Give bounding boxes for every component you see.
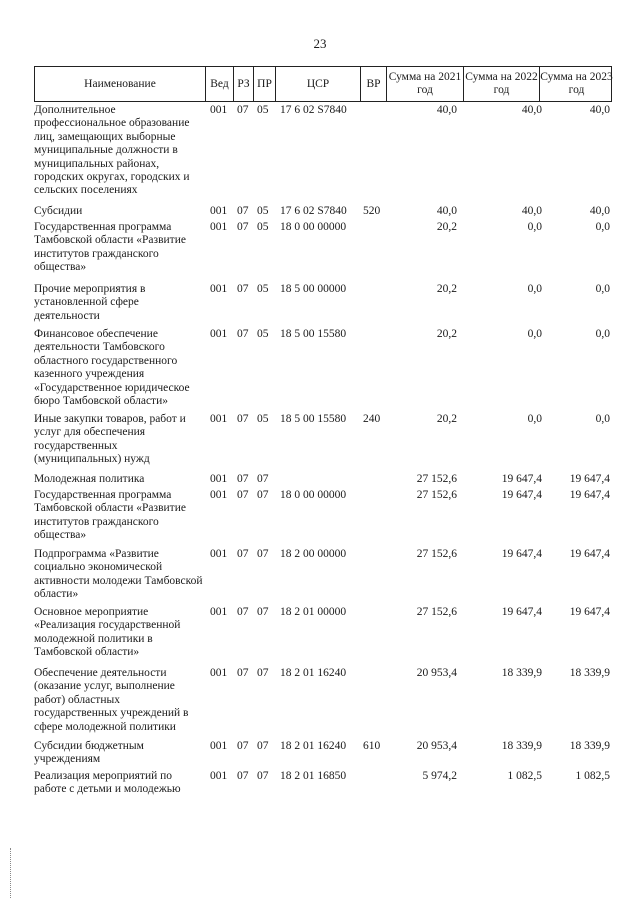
- row-csr: 18 5 00 15580: [280, 413, 347, 425]
- row-rz: 07: [237, 473, 249, 485]
- row-sum-2022: 0,0: [527, 283, 542, 295]
- row-sum-2023: 0,0: [595, 328, 610, 340]
- header-sum-2021: Сумма на 2021 год: [386, 67, 463, 101]
- row-ved: 001: [210, 328, 228, 340]
- row-csr: 18 5 00 00000: [280, 283, 347, 295]
- header-sum-2023: Сумма на 2023 год: [539, 67, 613, 101]
- row-pr: 07: [257, 667, 269, 679]
- row-csr: 18 2 01 16240: [280, 740, 347, 752]
- row-sum-2023: 19 647,4: [569, 489, 610, 501]
- row-sum-2022: 18 339,9: [501, 740, 542, 752]
- row-ved: 001: [210, 283, 228, 295]
- row-rz: 07: [237, 548, 249, 560]
- row-ved: 001: [210, 740, 228, 752]
- row-name: Подпрограмма «Развитие социально экономической активности молодежи Тамбовской области»: [34, 548, 203, 601]
- row-sum-2023: 19 647,4: [569, 473, 610, 485]
- row-sum-2022: 19 647,4: [501, 606, 542, 618]
- row-vr: 610: [363, 740, 381, 752]
- row-ved: 001: [210, 606, 228, 618]
- row-rz: 07: [237, 606, 249, 618]
- row-rz: 07: [237, 770, 249, 782]
- header-rz: РЗ: [233, 67, 253, 101]
- row-rz: 07: [237, 740, 249, 752]
- row-sum-2021: 27 152,6: [416, 489, 457, 501]
- row-sum-2022: 0,0: [527, 413, 542, 425]
- table-header: [34, 66, 612, 102]
- row-rz: 07: [237, 328, 249, 340]
- row-rz: 07: [237, 413, 249, 425]
- row-pr: 05: [257, 328, 269, 340]
- row-sum-2023: 18 339,9: [569, 667, 610, 679]
- row-rz: 07: [237, 205, 249, 217]
- row-sum-2021: 27 152,6: [416, 606, 457, 618]
- row-sum-2021: 20 953,4: [416, 667, 457, 679]
- row-sum-2022: 19 647,4: [501, 548, 542, 560]
- row-sum-2023: 0,0: [595, 221, 610, 233]
- row-sum-2021: 40,0: [436, 104, 457, 116]
- row-sum-2023: 18 339,9: [569, 740, 610, 752]
- row-name: Иные закупки товаров, работ и услуг для обеспечения государственных (муниципальных) нужд: [34, 413, 186, 466]
- row-ved: 001: [210, 548, 228, 560]
- row-ved: 001: [210, 667, 228, 679]
- row-csr: 18 2 01 16850: [280, 770, 347, 782]
- row-sum-2022: 19 647,4: [501, 473, 542, 485]
- row-pr: 07: [257, 606, 269, 618]
- row-sum-2021: 27 152,6: [416, 473, 457, 485]
- row-rz: 07: [237, 104, 249, 116]
- row-csr: 18 5 00 15580: [280, 328, 347, 340]
- row-sum-2021: 40,0: [436, 205, 457, 217]
- row-name: Государственная программа Тамбовской области «Развитие институтов гражданского общества»: [34, 221, 186, 274]
- row-name: Молодежная политика: [34, 473, 145, 485]
- row-name: Государственная программа Тамбовской области «Развитие институтов гражданского общества»: [34, 489, 186, 542]
- row-sum-2023: 19 647,4: [569, 606, 610, 618]
- row-ved: 001: [210, 473, 228, 485]
- row-vr: 240: [363, 413, 381, 425]
- row-sum-2023: 0,0: [595, 283, 610, 295]
- scan-margin-mark: [10, 848, 12, 898]
- row-pr: 05: [257, 104, 269, 116]
- row-pr: 07: [257, 548, 269, 560]
- page-number: 23: [313, 36, 327, 51]
- row-vr: 520: [363, 205, 381, 217]
- row-sum-2022: 18 339,9: [501, 667, 542, 679]
- row-ved: 001: [210, 205, 228, 217]
- row-rz: 07: [237, 221, 249, 233]
- row-rz: 07: [237, 283, 249, 295]
- row-name: Субсидии бюджетным учреждениям: [34, 740, 144, 766]
- row-csr: 17 6 02 S7840: [280, 104, 347, 116]
- row-sum-2023: 40,0: [589, 104, 610, 116]
- header-csr: ЦСР: [275, 67, 360, 101]
- row-ved: 001: [210, 413, 228, 425]
- row-sum-2022: 0,0: [527, 328, 542, 340]
- row-sum-2021: 20,2: [436, 413, 457, 425]
- row-sum-2022: 1 082,5: [507, 770, 542, 782]
- row-name: Прочие мероприятия в установленной сфере деятельности: [34, 283, 146, 322]
- row-sum-2021: 27 152,6: [416, 548, 457, 560]
- row-sum-2022: 40,0: [521, 205, 542, 217]
- row-pr: 05: [257, 221, 269, 233]
- row-name: Финансовое обеспечение деятельности Тамбовского областного государственного казенного учреждения «Государственное юридическое бюро Тамбовской области»: [34, 328, 190, 408]
- row-sum-2021: 20,2: [436, 283, 457, 295]
- row-pr: 07: [257, 473, 269, 485]
- header-name: Наименование: [84, 77, 156, 90]
- row-sum-2022: 19 647,4: [501, 489, 542, 501]
- row-sum-2022: 0,0: [527, 221, 542, 233]
- row-sum-2023: 19 647,4: [569, 548, 610, 560]
- row-pr: 07: [257, 770, 269, 782]
- row-csr: 18 2 01 16240: [280, 667, 347, 679]
- row-name: Реализация мероприятий по работе с детьми и молодежью: [34, 770, 181, 796]
- header-pr: ПР: [253, 67, 275, 101]
- row-sum-2022: 40,0: [521, 104, 542, 116]
- row-name: Обеспечение деятельности (оказание услуг, выполнение работ) областных государственных учреждений в сфере молодежной политики: [34, 667, 189, 733]
- row-sum-2023: 0,0: [595, 413, 610, 425]
- row-ved: 001: [210, 770, 228, 782]
- row-sum-2023: 1 082,5: [575, 770, 610, 782]
- row-csr: 18 0 00 00000: [280, 221, 347, 233]
- row-pr: 07: [257, 489, 269, 501]
- row-rz: 07: [237, 489, 249, 501]
- row-csr: 18 2 00 00000: [280, 548, 347, 560]
- row-rz: 07: [237, 667, 249, 679]
- row-sum-2021: 20,2: [436, 328, 457, 340]
- row-ved: 001: [210, 489, 228, 501]
- row-csr: 18 2 01 00000: [280, 606, 347, 618]
- row-sum-2021: 20 953,4: [416, 740, 457, 752]
- header-sum-2022: Сумма на 2022 год: [463, 67, 539, 101]
- row-ved: 001: [210, 104, 228, 116]
- row-name: Субсидии: [34, 205, 83, 217]
- row-pr: 05: [257, 205, 269, 217]
- header-vr: ВР: [360, 67, 386, 101]
- row-ved: 001: [210, 221, 228, 233]
- header-ved: Вед: [205, 67, 233, 101]
- row-csr: 17 6 02 S7840: [280, 205, 347, 217]
- row-sum-2021: 5 974,2: [422, 770, 457, 782]
- row-sum-2021: 20,2: [436, 221, 457, 233]
- row-pr: 05: [257, 283, 269, 295]
- row-name: Основное мероприятие «Реализация государственной молодежной политики в Тамбовской области»: [34, 606, 181, 659]
- row-csr: 18 0 00 00000: [280, 489, 347, 501]
- row-pr: 07: [257, 740, 269, 752]
- row-name: Дополнительное профессиональное образование лиц, замещающих выборные муниципальные должности в муниципальных районах, городских округах, городских и сельских поселениях: [34, 104, 190, 197]
- row-sum-2023: 40,0: [589, 205, 610, 217]
- row-pr: 05: [257, 413, 269, 425]
